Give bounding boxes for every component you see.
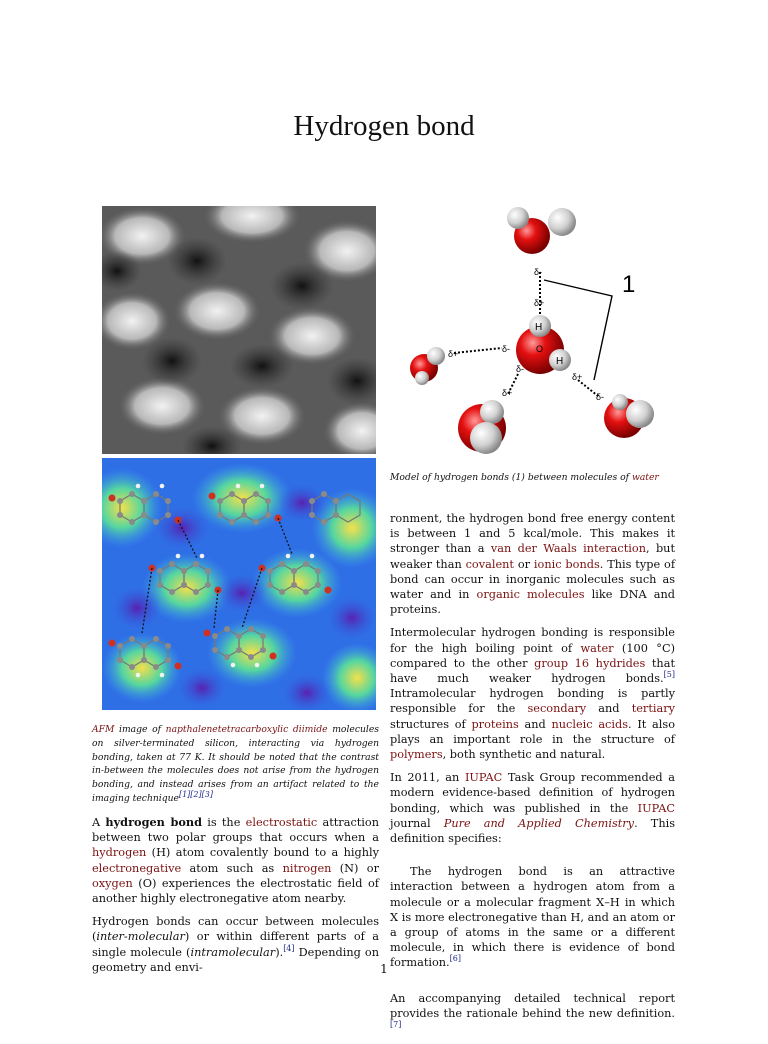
polymers-link[interactable]: polymers [390, 748, 443, 762]
atom-label: O [536, 344, 544, 354]
page-title: Hydrogen bond [293, 110, 475, 142]
charge-label: δ+ [448, 349, 459, 359]
charge-label: δ+ [572, 372, 583, 382]
oxygen-link[interactable]: oxygen [92, 876, 133, 890]
atom-label: H [535, 322, 543, 333]
iupac-definition-quote: The hydrogen bond is an attractive interaction between a hydrogen atom from a molecule or a molecular fragment X–H in which X is more electronegative than H, and an atom or a group of atoms in the same or a different molecule, in which there is evidence of bond formation.[6] [390, 865, 675, 970]
water-hydrogen-bond-model [398, 200, 666, 462]
iupac-link[interactable]: IUPAC [464, 771, 503, 785]
charge-label: δ- [596, 392, 605, 402]
afm-figure-caption: AFM image of napthalenetetracarboxylic diimide molecules on silver-terminated silicon, interacting via hydrogen bonding, taken at 77 K. It should be noted that the contrast in-between the molecules does not arise from the hydrogen bonding, and instead arises from an artifact related to the imaging technique[1][2][3] [92, 724, 379, 804]
electronegative-link[interactable]: electronegative [92, 861, 182, 875]
energy-paragraph: ronment, the hydrogen bond free energy content is between 1 and 5 kcal/mole. This makes it stronger than a van der Waals interaction, but weaker than covalent or ionic bonds. This type of bond can occur in inorganic molecules such as water and in organic molecules like DNA and proteins. [390, 512, 675, 617]
atom-label: H [556, 356, 564, 367]
nucleic-acids-link[interactable]: nucleic acids [551, 717, 629, 731]
citation-link[interactable]: [1][2][3] [178, 789, 213, 799]
tertiary-link[interactable]: tertiary [631, 702, 675, 716]
inter-intra-paragraph: Hydrogen bonds can occur between molecules (inter-molecular) or within different parts of a single molecule (intramolecular).[4] Depending on geometry and envi- [92, 915, 379, 974]
water-link[interactable]: water [580, 641, 614, 655]
iupac-link[interactable]: IUPAC [637, 801, 675, 815]
secondary-link[interactable]: secondary [527, 702, 587, 716]
citation-link[interactable]: [4] [283, 943, 295, 953]
charge-label: δ- [516, 364, 525, 374]
citation-link[interactable]: [7] [390, 1020, 402, 1030]
charge-label: δ- [534, 267, 543, 277]
nitrogen-link[interactable]: nitrogen [282, 861, 332, 875]
ionic-bonds-link[interactable]: ionic bonds [533, 557, 600, 571]
water-link[interactable]: water [631, 472, 659, 483]
charge-label: δ- [502, 344, 511, 354]
proteins-link[interactable]: proteins [471, 717, 519, 731]
citation-link[interactable]: [5] [663, 670, 675, 680]
hydrogen-link[interactable]: hydrogen [92, 846, 147, 860]
technical-report-paragraph: An accompanying detailed technical report provides the rationale behind the new definition.[7] [390, 991, 675, 1030]
iupac-paragraph: In 2011, an IUPAC Task Group recommended a modern evidence-based definition of hydrogen bonding, which was published in the IUPAC journal Pure and Applied Chemistry. This definition specifies: [390, 771, 675, 846]
left-column [92, 815, 379, 983]
electrostatic-link[interactable]: electrostatic [245, 816, 318, 829]
covalent-link[interactable]: covalent [465, 557, 514, 571]
stm-molecule-image [102, 458, 376, 710]
citation-link[interactable]: [6] [449, 954, 461, 964]
napthalenetetracarboxylic-diimide-link[interactable]: napthalenetetracarboxylic diimide [165, 724, 328, 735]
afm-image [102, 206, 376, 454]
water-figure-caption: Model of hydrogen bonds (1) between molecules of water [390, 472, 659, 483]
group-16-hydrides-link[interactable]: group 16 hydrides [534, 656, 646, 670]
van-der-waals-link[interactable]: van der Waals interaction [490, 542, 646, 556]
page-number: 1 [380, 962, 388, 976]
term-hydrogen-bond: hydrogen bond [105, 815, 202, 829]
boiling-point-paragraph: Intermolecular hydrogen bonding is responsible for the high boiling point of water (100 °C) compared to the other group 16 hydrides that have much weaker hydrogen bonds.[5] Intramolecular hydrogen bonding is partly responsible for the secondary and tertiary structures of proteins and nucleic acids. It also plays an important role in the structure of polymers, both synthetic and natural. [390, 626, 675, 762]
afm-link[interactable]: AFM [92, 724, 115, 735]
pure-applied-chemistry-link[interactable]: Pure and Applied Chemistry [443, 816, 635, 830]
bond-number-label: 1 [622, 271, 636, 298]
charge-label: δ+ [534, 298, 545, 308]
intro-paragraph: A hydrogen bond is the electrostatic attraction between two polar groups that occurs when a hydrogen (H) atom covalently bound to a highly electronegative atom such as nitrogen (N) or oxygen (O) experiences the electrostatic field of another highly electronegative atom nearby. [92, 815, 379, 906]
charge-label: δ+ [502, 388, 513, 398]
organic-molecules-link[interactable]: organic molecules [476, 588, 585, 602]
